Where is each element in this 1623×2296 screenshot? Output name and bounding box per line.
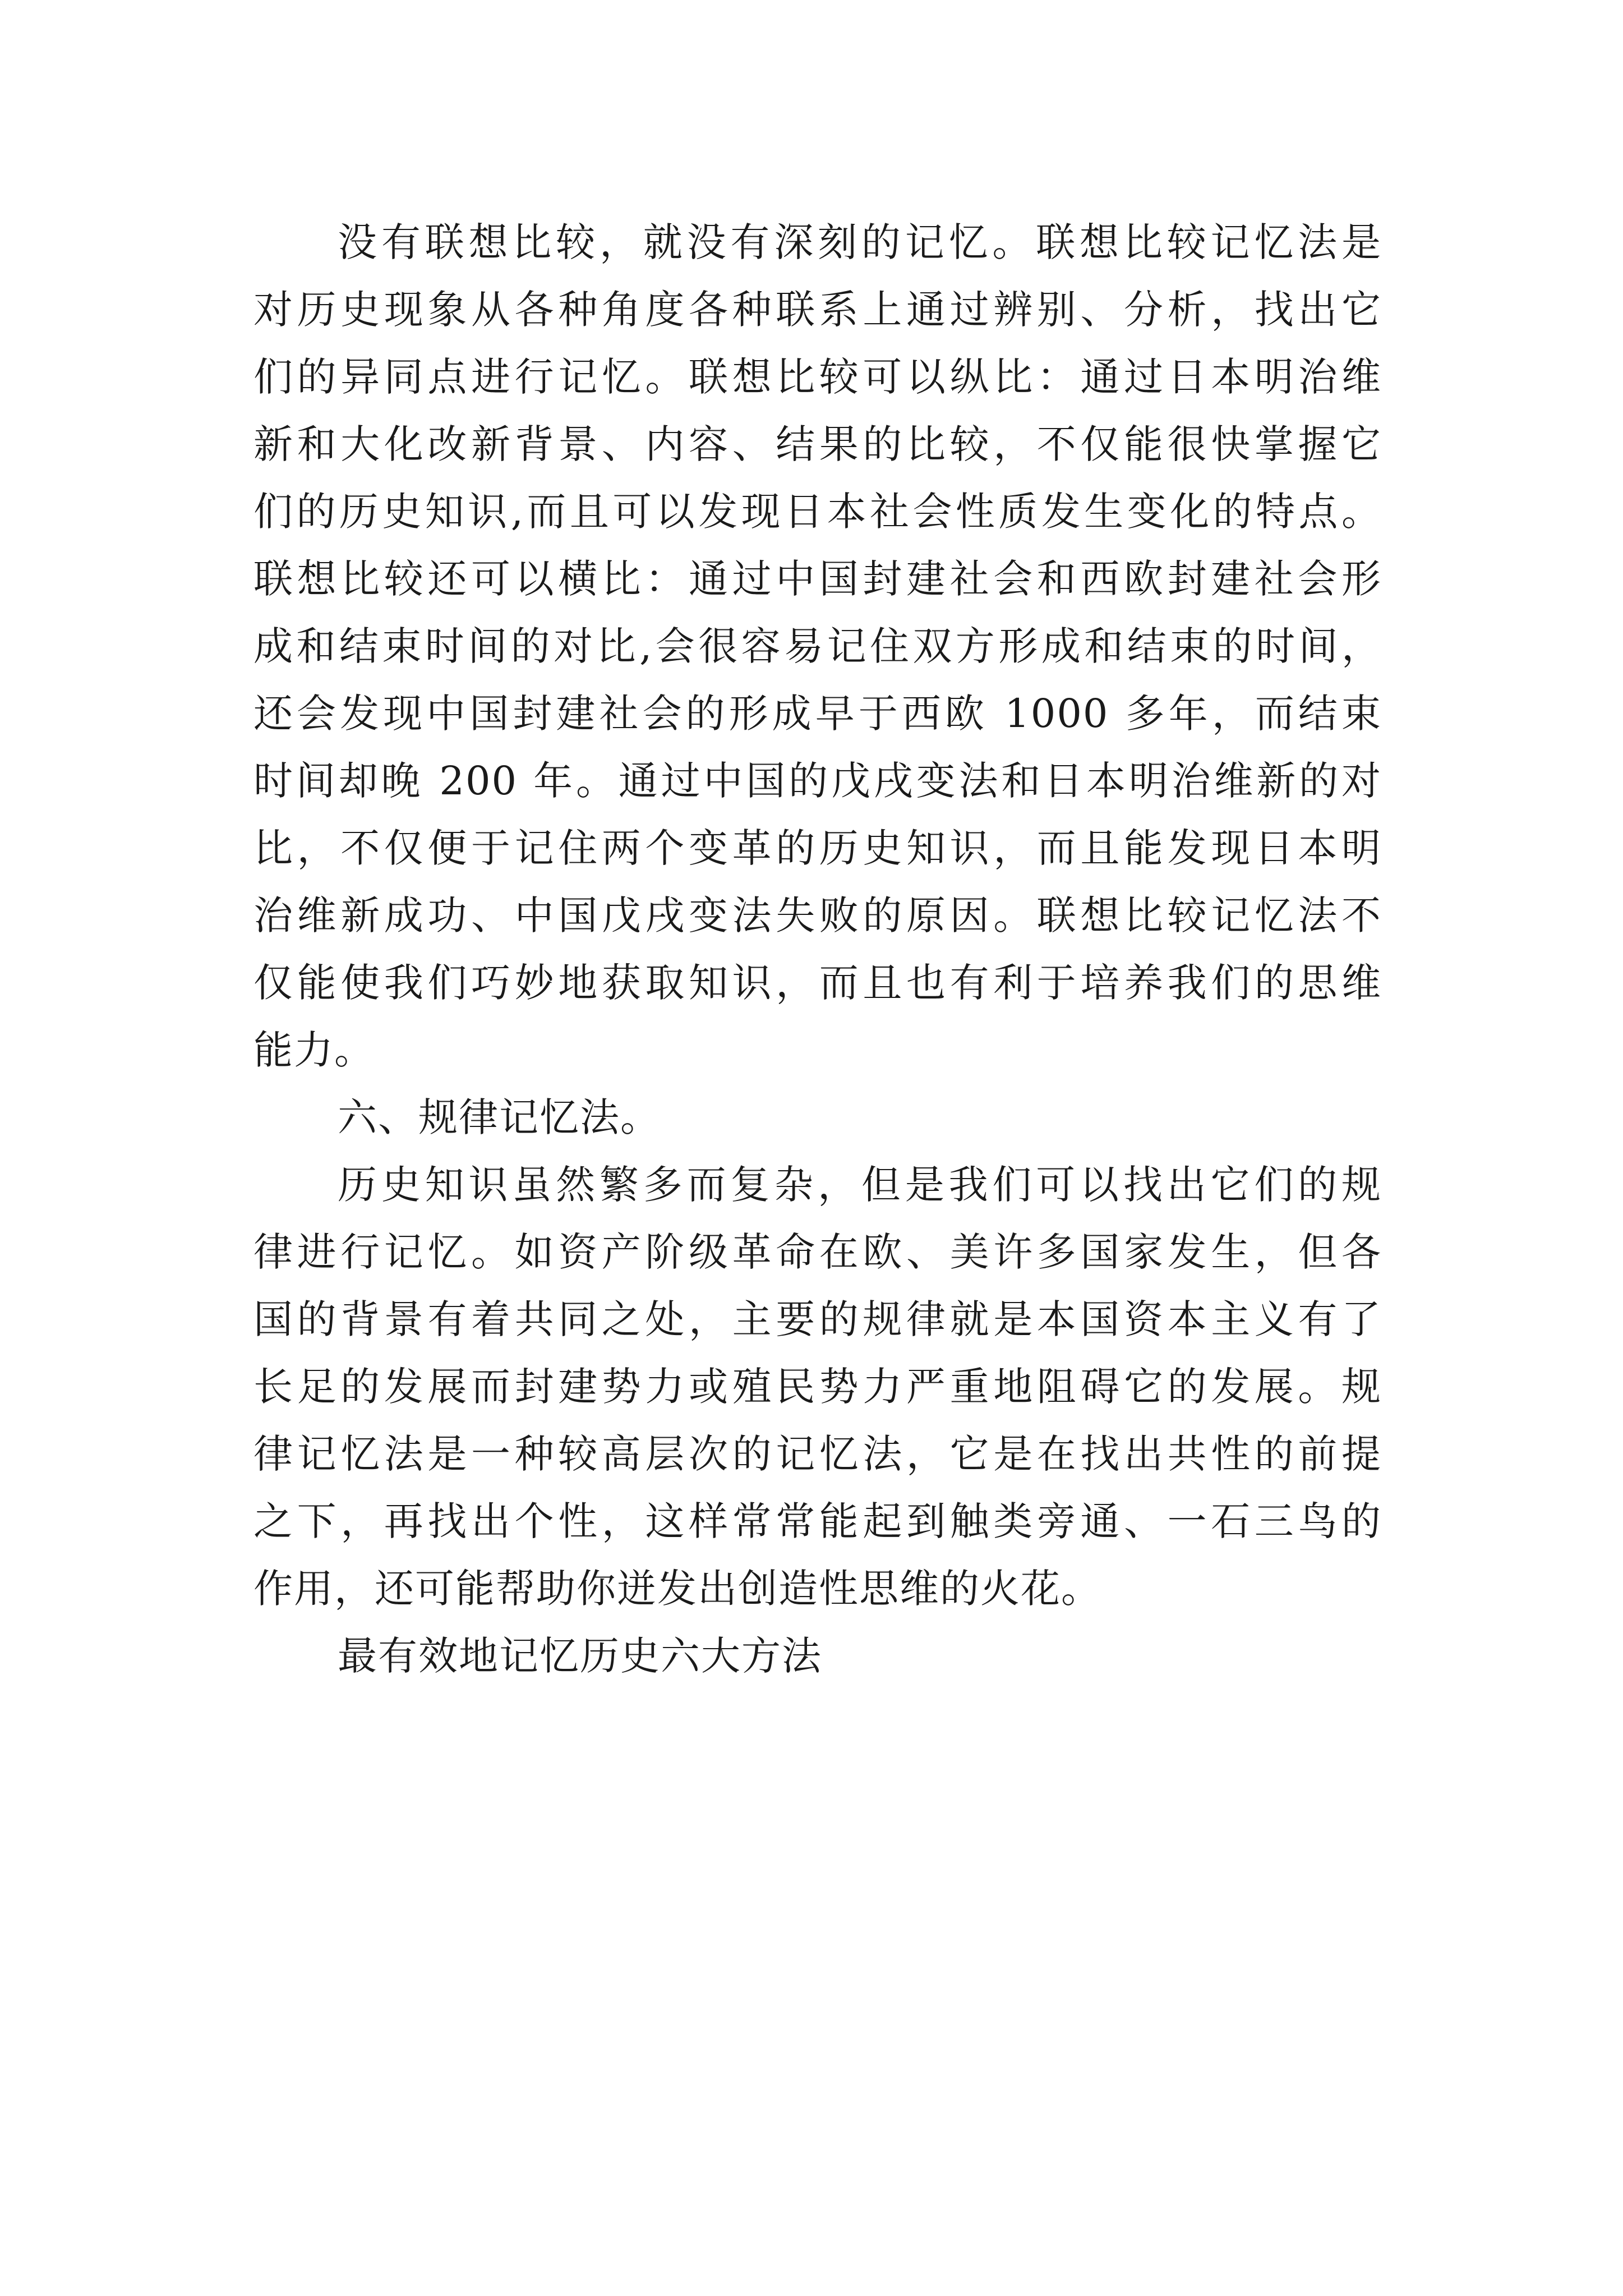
text-line: 律进行记忆。如资产阶级革命在欧、美许多国家发生，但各 bbox=[253, 1229, 1382, 1275]
paragraph-pattern-memory bbox=[253, 1151, 1382, 1622]
text-line: 律记忆法是一种较高层次的记忆法，它是在找出共性的前提 bbox=[253, 1431, 1382, 1477]
document-body bbox=[253, 209, 1382, 1690]
text-line: 成和结束时间的对比,会很容易记住双方形成和结束的时间， bbox=[253, 623, 1382, 669]
text-line: 们的异同点进行记忆。联想比较可以纵比：通过日本明治维 bbox=[253, 354, 1382, 400]
text-line: 没有联想比较，就没有深刻的记忆。联想比较记忆法是 bbox=[338, 219, 1382, 265]
text-line: 治维新成功、中国戊戌变法失败的原因。联想比较记忆法不 bbox=[253, 892, 1382, 938]
heading-pattern-memory bbox=[253, 1084, 1382, 1151]
closing-title bbox=[253, 1622, 1382, 1690]
paragraph-association-comparison bbox=[253, 209, 1382, 1084]
text-line: 新和大化改新背景、内容、结果的比较，不仅能很快掌握它 bbox=[253, 421, 1382, 467]
text-line: 作用，还可能帮助你迸发出创造性思维的火花。 bbox=[253, 1566, 1101, 1612]
text-line: 们的历史知识,而且可以发现日本社会性质发生变化的特点。 bbox=[253, 489, 1382, 535]
text-line: 仅能使我们巧妙地获取知识，而且也有利于培养我们的思维 bbox=[253, 960, 1382, 1006]
text-line: 时间却晚 200 年。通过中国的戊戌变法和日本明治维新的对 bbox=[253, 758, 1382, 804]
text-line: 能力。 bbox=[253, 1027, 375, 1073]
text-line: 还会发现中国封建社会的形成早于西欧 1000 多年，而结束 bbox=[253, 691, 1382, 737]
text-line: 联想比较还可以横比：通过中国封建社会和西欧封建社会形 bbox=[253, 556, 1382, 602]
text-line: 对历史现象从各种角度各种联系上通过辨别、分析，找出它 bbox=[253, 287, 1382, 333]
closing-title-text: 最有效地记忆历史六大方法 bbox=[338, 1633, 822, 1679]
text-line: 国的背景有着共同之处，主要的规律就是本国资本主义有了 bbox=[253, 1296, 1382, 1342]
text-line: 历史知识虽然繁多而复杂，但是我们可以找出它们的规 bbox=[338, 1162, 1382, 1208]
section-heading: 六、规律记忆法。 bbox=[338, 1094, 661, 1140]
text-line: 之下，再找出个性，这样常常能起到触类旁通、一石三鸟的 bbox=[253, 1498, 1382, 1544]
text-line: 比，不仅便于记住两个变革的历史知识，而且能发现日本明 bbox=[253, 825, 1382, 871]
text-line: 长足的发展而封建势力或殖民势力严重地阻碍它的发展。规 bbox=[253, 1364, 1382, 1410]
